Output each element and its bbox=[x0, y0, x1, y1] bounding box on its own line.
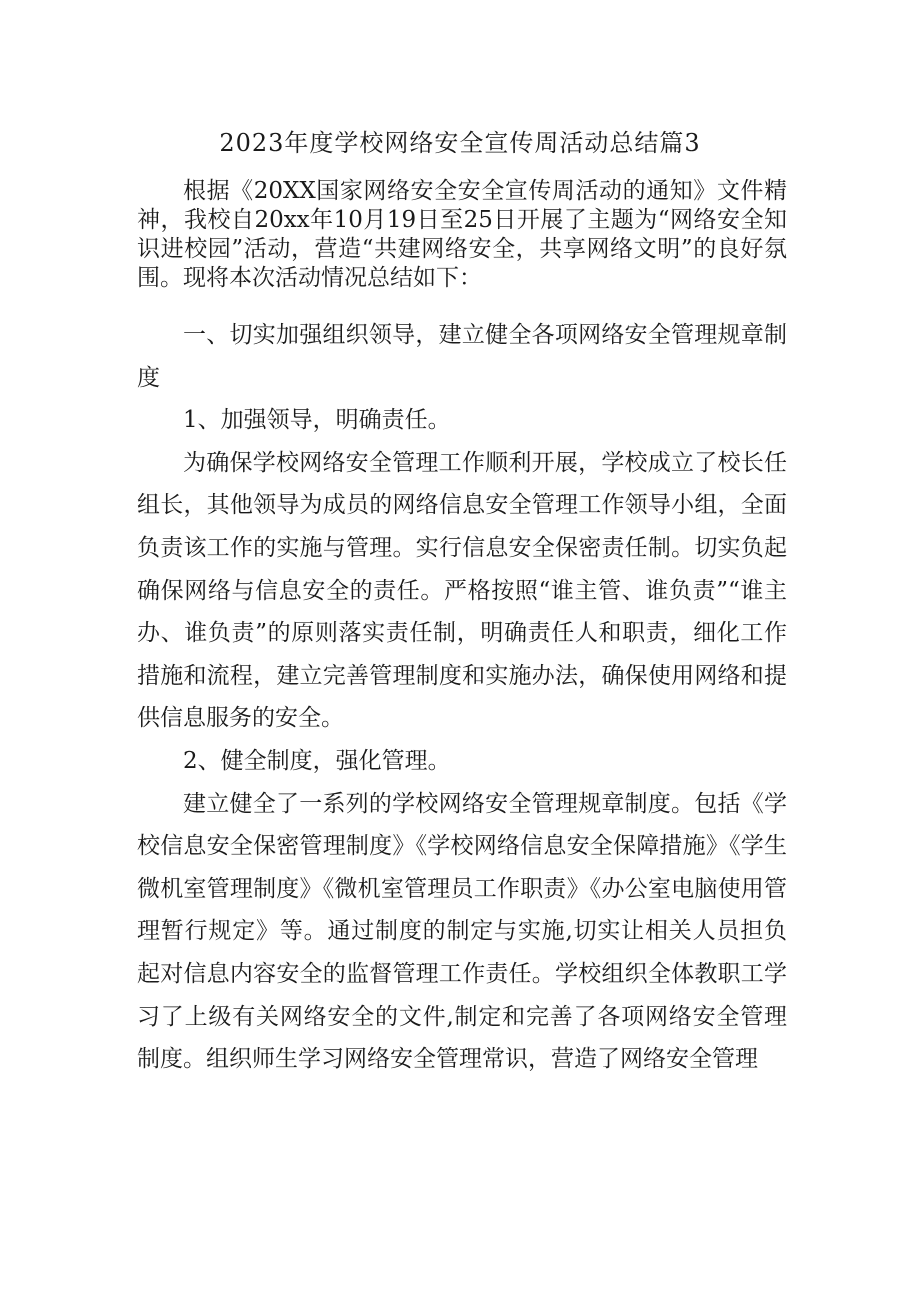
body-paragraph: 为确保学校网络安全管理工作顺利开展，学校成立了校长任组长，其他领导为成员的网络信息安全管理工作领导小组，全面负责该工作的实施与管理。实行信息安全保密责任制。切实负起确保网络与信息安全的责任。严格按照“谁主管、谁负责”“谁主办、谁负责”的原则落实责任制，明确责任人和职责，细化工作措施和流程，建立完善管理制度和实施办法，确保使用网络和提供信息服务的安全。 bbox=[137, 449, 787, 732]
intro-paragraph: 根据《20XX国家网络安全安全宣传周活动的通知》文件精神，我校自20xx年10月19日至25日开展了主题为“网络安全知识进校园”活动，营造“共建网络安全，共享网络文明”的良好氛围。现将本次活动情况总结如下： bbox=[137, 178, 787, 291]
body-paragraph: 建立健全了一系列的学校网络安全管理规章制度。包括《学校信息安全保密管理制度》《学校网络信息安全保障措施》《学生微机室管理制度》《微机室管理员工作职责》《办公室电脑使用管理暂行规定》等。通过制度的制定与实施,切实让相关人员担负起对信息内容安全的监督管理工作责任。学校组织全体教职工学习了上级有关网络安全的文件,制定和完善了各项网络安全管理制度。组织师生学习网络安全管理常识，营造了网络安全管理 bbox=[137, 790, 787, 1073]
subheading-1: 1、加强领导，明确责任。 bbox=[183, 407, 451, 434]
document-body bbox=[137, 314, 787, 1081]
document-title: 2023年度学校网络安全宣传周活动总结篇3 bbox=[219, 129, 701, 157]
section-heading-1: 一、切实加强组织领导，建立健全各项网络安全管理规章制度 bbox=[137, 322, 787, 391]
subheading-2: 2、健全制度，强化管理。 bbox=[183, 747, 451, 774]
